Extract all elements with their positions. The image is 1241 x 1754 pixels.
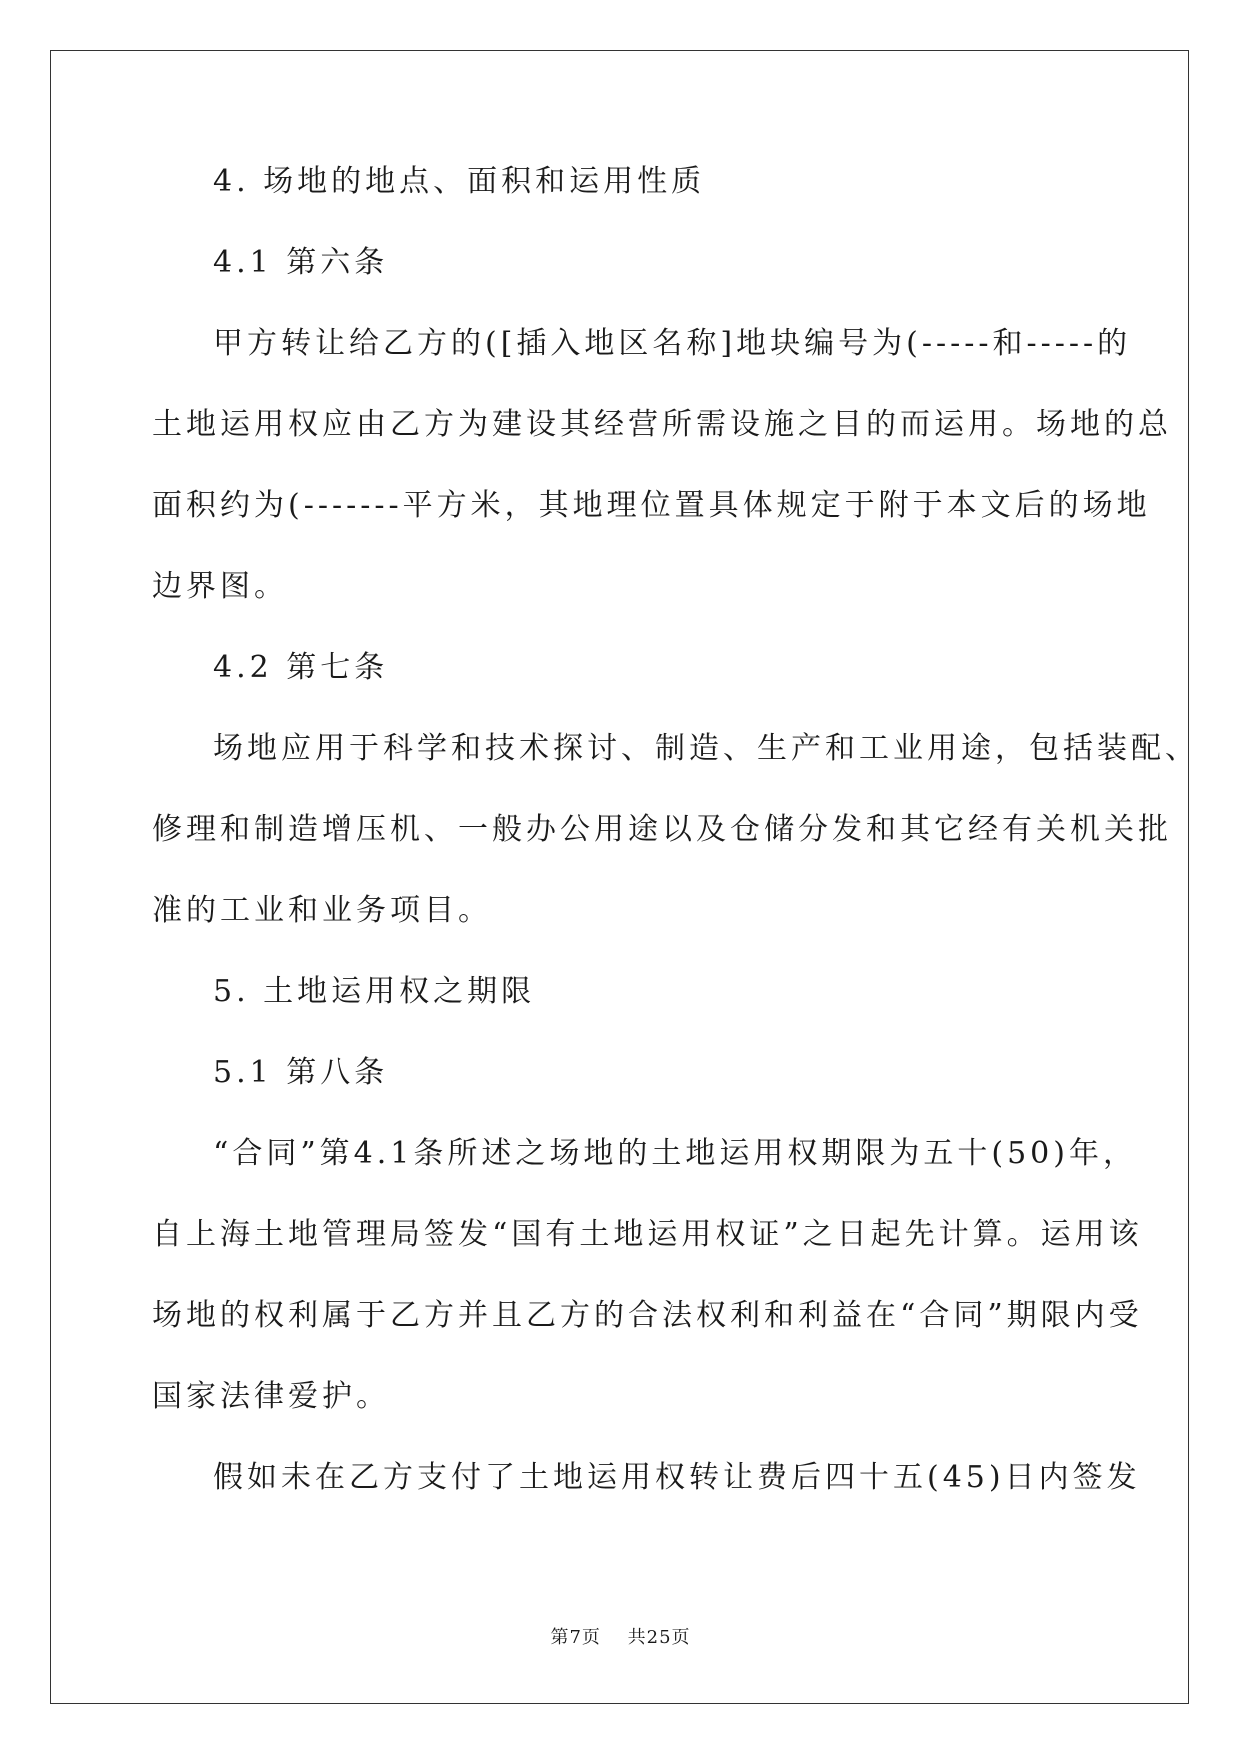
paragraph-line: 国家法律爱护。	[152, 1379, 390, 1414]
paragraph-line: 场地的权利属于乙方并且乙方的合法权利和利益在“合同”期限内受	[152, 1298, 1143, 1333]
paragraph-line: 甲方转让给乙方的([插入地区名称]地块编号为(-----和-----的	[213, 326, 1132, 361]
paragraph-line: 面积约为(-------平方米，其地理位置具体规定于附于本文后的场地	[152, 488, 1151, 523]
paragraph-line: 边界图。	[152, 569, 288, 604]
paragraph-line: 修理和制造增压机、一般办公用途以及仓储分发和其它经有关机关批	[152, 812, 1172, 847]
paragraph-line: 土地运用权应由乙方为建设其经营所需设施之目的而运用。场地的总	[152, 407, 1172, 442]
paragraph-line: 假如未在乙方支付了土地运用权转让费后四十五(45)日内签发	[213, 1460, 1141, 1495]
article-heading: 5.1 第八条	[213, 1055, 389, 1090]
article-heading: 4.1 第六条	[213, 245, 389, 280]
paragraph-line: 场地应用于科学和技术探讨、制造、生产和工业用途，包括装配、	[213, 731, 1199, 766]
article-heading: 4.2 第七条	[213, 650, 389, 685]
page-footer	[0, 1627, 1241, 1649]
document-body	[152, 162, 1199, 1498]
page-total: 共25页	[627, 1627, 691, 1648]
page-number: 第7页	[550, 1627, 601, 1648]
section-heading: 4. 场地的地点、面积和运用性质	[213, 164, 706, 199]
section-heading: 5. 土地运用权之期限	[213, 974, 536, 1009]
paragraph-line: “合同”第4.1条所述之场地的土地运用权期限为五十(50)年，	[213, 1136, 1137, 1171]
paragraph-line: 准的工业和业务项目。	[152, 893, 492, 928]
paragraph-line: 自上海土地管理局签发“国有土地运用权证”之日起先计算。运用该	[152, 1217, 1143, 1252]
